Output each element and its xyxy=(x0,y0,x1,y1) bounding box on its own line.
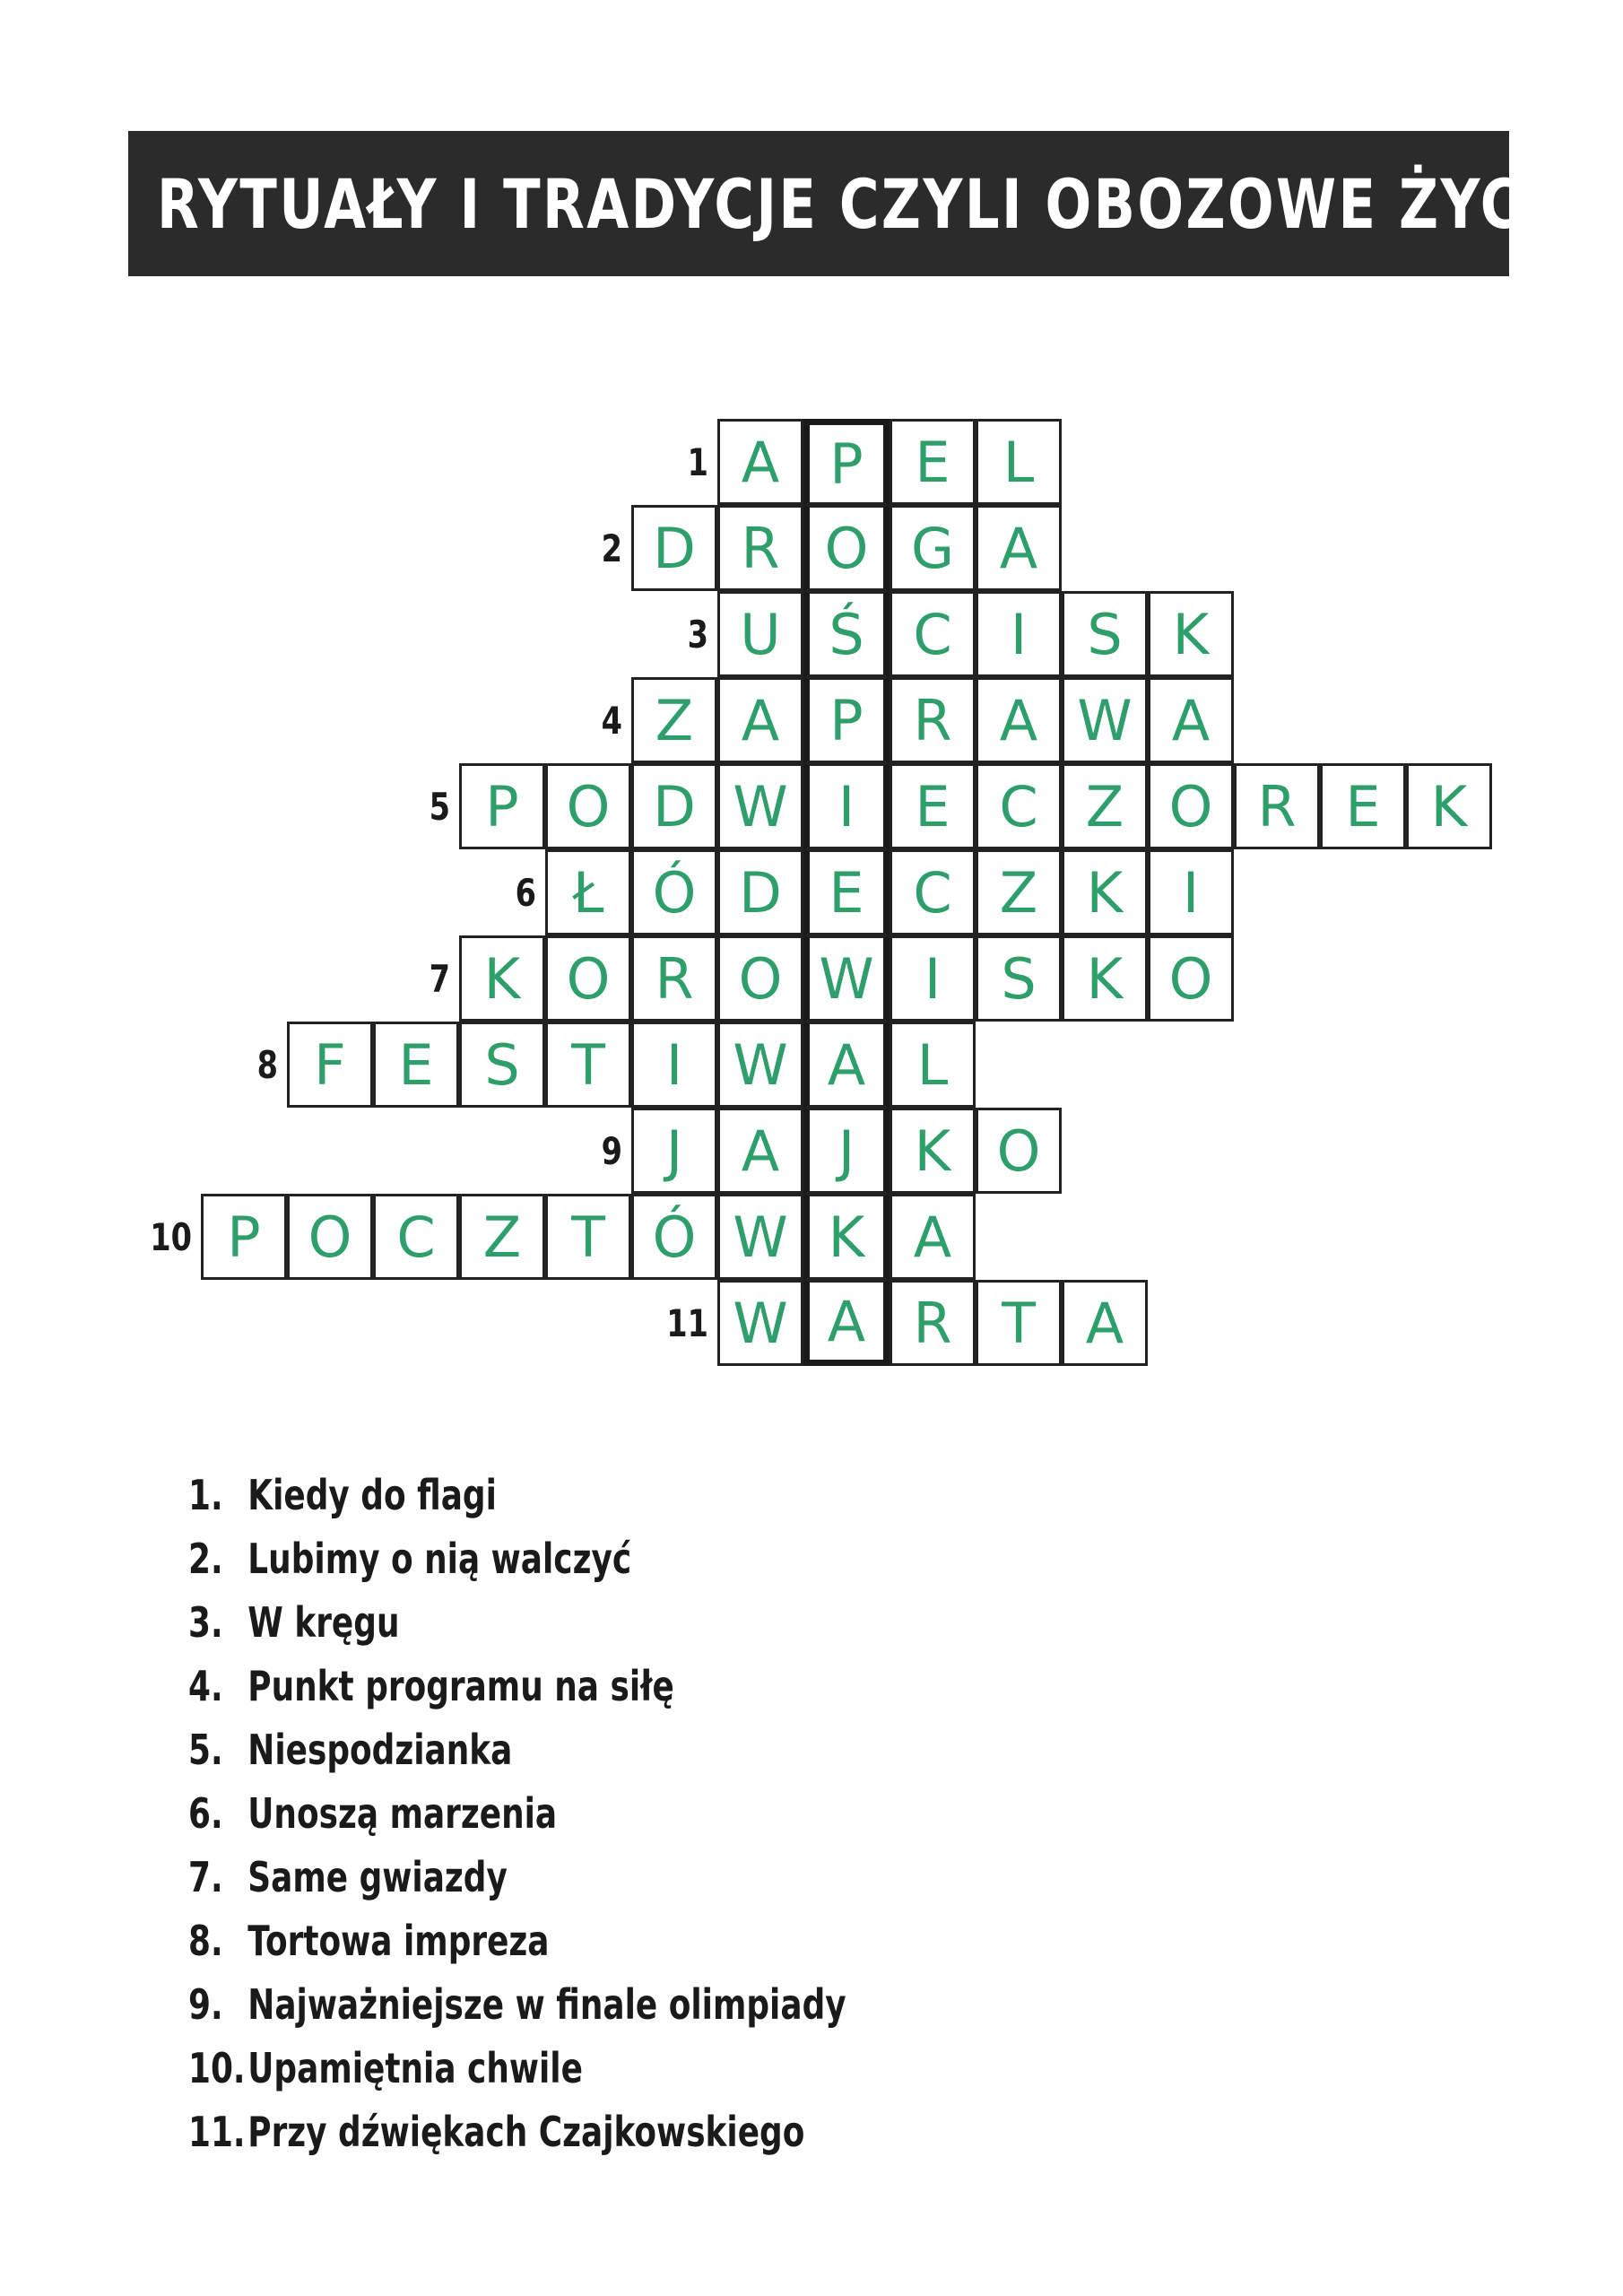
crossword-cell[interactable]: O xyxy=(545,763,631,849)
crossword-cell[interactable]: W xyxy=(717,1194,803,1280)
crossword-key-cell[interactable]: I xyxy=(803,763,890,849)
crossword-cell[interactable]: U xyxy=(717,591,803,677)
crossword-cell[interactable]: R xyxy=(717,505,803,591)
crossword-cell[interactable]: Ó xyxy=(631,1194,717,1280)
clue-text: Tortowa impreza xyxy=(247,1917,550,1965)
crossword-cell[interactable]: D xyxy=(631,505,717,591)
crossword-cell[interactable]: S xyxy=(976,935,1062,1022)
clue-number: 11. xyxy=(188,2108,246,2156)
crossword-cell[interactable]: A xyxy=(976,505,1062,591)
clue-list xyxy=(188,1471,1032,2171)
crossword-cell[interactable]: R xyxy=(631,935,717,1022)
row-number: 1 xyxy=(687,440,708,484)
crossword-cell[interactable]: E xyxy=(373,1022,459,1108)
crossword-cell[interactable]: D xyxy=(631,763,717,849)
clue-number: 5. xyxy=(188,1726,223,1774)
crossword-key-cell[interactable]: K xyxy=(803,1194,890,1280)
crossword-cell[interactable]: K xyxy=(1062,935,1148,1022)
crossword-cell[interactable]: I xyxy=(631,1022,717,1108)
crossword-cell[interactable]: R xyxy=(890,677,976,763)
crossword-cell[interactable]: Z xyxy=(976,849,1062,935)
row-number: 2 xyxy=(601,526,622,570)
clue-item xyxy=(188,2108,846,2171)
row-number: 8 xyxy=(256,1043,278,1087)
crossword-key-cell[interactable]: J xyxy=(803,1108,890,1194)
crossword-cell[interactable]: R xyxy=(1234,763,1320,849)
crossword-key-cell[interactable]: W xyxy=(803,935,890,1022)
clue-item xyxy=(188,1789,846,1853)
row-number: 9 xyxy=(601,1129,622,1173)
clue-item xyxy=(188,1917,846,1980)
crossword-cell[interactable]: P xyxy=(459,763,545,849)
crossword-cell[interactable]: C xyxy=(976,763,1062,849)
row-number: 7 xyxy=(429,957,450,1001)
crossword-cell[interactable]: F xyxy=(287,1022,373,1108)
crossword-cell[interactable]: A xyxy=(976,677,1062,763)
crossword-cell[interactable]: O xyxy=(287,1194,373,1280)
clue-item xyxy=(188,2044,846,2108)
crossword-key-cell[interactable]: Ś xyxy=(803,591,890,677)
crossword-cell[interactable]: G xyxy=(890,505,976,591)
clue-text: Same gwiazdy xyxy=(247,1853,508,1901)
row-number: 10 xyxy=(150,1215,192,1259)
crossword-cell[interactable]: W xyxy=(717,1280,803,1366)
clue-item xyxy=(188,1662,846,1726)
crossword-cell[interactable]: E xyxy=(890,419,976,505)
crossword-cell[interactable]: K xyxy=(1148,591,1234,677)
crossword-cell[interactable]: W xyxy=(1062,677,1148,763)
clue-text: Lubimy o nią walczyć xyxy=(247,1535,632,1583)
crossword-cell[interactable]: A xyxy=(717,419,803,505)
crossword-cell[interactable]: T xyxy=(545,1022,631,1108)
crossword-cell[interactable]: O xyxy=(976,1108,1062,1194)
clue-number: 4. xyxy=(188,1662,223,1710)
row-number: 5 xyxy=(429,785,450,829)
crossword-cell[interactable]: A xyxy=(890,1194,976,1280)
clue-text: Upamiętnia chwile xyxy=(247,2044,583,2092)
crossword-cell[interactable]: A xyxy=(717,677,803,763)
crossword-key-cell[interactable]: P xyxy=(803,419,890,505)
crossword-cell[interactable]: I xyxy=(1148,849,1234,935)
crossword-cell[interactable]: W xyxy=(717,1022,803,1108)
crossword-cell[interactable]: Z xyxy=(459,1194,545,1280)
clue-number: 6. xyxy=(188,1789,223,1838)
crossword-cell[interactable]: K xyxy=(1062,849,1148,935)
clue-text: W kręgu xyxy=(247,1598,400,1647)
crossword-cell[interactable]: R xyxy=(890,1280,976,1366)
clue-item xyxy=(188,1471,846,1535)
crossword-cell[interactable]: E xyxy=(890,763,976,849)
page-title: RYTUAŁY I TRADYCJE CZYLI OBOZOWE ŻYCIE xyxy=(157,163,1584,244)
crossword-cell[interactable]: T xyxy=(976,1280,1062,1366)
crossword-cell[interactable]: Ł xyxy=(545,849,631,935)
crossword-cell[interactable]: I xyxy=(890,935,976,1022)
crossword-cell[interactable]: Ó xyxy=(631,849,717,935)
crossword-cell[interactable]: O xyxy=(717,935,803,1022)
crossword-cell[interactable]: C xyxy=(890,591,976,677)
clue-number: 8. xyxy=(188,1917,223,1965)
row-number: 11 xyxy=(666,1301,708,1345)
crossword-cell[interactable]: C xyxy=(373,1194,459,1280)
crossword-cell[interactable]: E xyxy=(1320,763,1406,849)
crossword-cell[interactable]: L xyxy=(976,419,1062,505)
crossword-cell[interactable]: I xyxy=(976,591,1062,677)
crossword-cell[interactable]: K xyxy=(459,935,545,1022)
clue-text: Kiedy do flagi xyxy=(247,1471,497,1519)
crossword-cell[interactable]: D xyxy=(717,849,803,935)
clue-number: 2. xyxy=(188,1535,223,1583)
row-number: 4 xyxy=(601,699,622,743)
crossword-cell[interactable]: L xyxy=(890,1022,976,1108)
crossword-cell[interactable]: O xyxy=(1148,935,1234,1022)
clue-number: 7. xyxy=(188,1853,223,1901)
crossword-cell[interactable]: S xyxy=(459,1022,545,1108)
clue-text: Niespodzianka xyxy=(247,1726,513,1774)
clue-number: 9. xyxy=(188,1980,223,2029)
crossword-cell[interactable]: A xyxy=(1062,1280,1148,1366)
crossword-key-cell[interactable]: A xyxy=(803,1280,890,1366)
clue-item xyxy=(188,1535,846,1598)
clue-item xyxy=(188,1726,846,1789)
clue-text: Punkt programu na siłę xyxy=(247,1662,674,1710)
clue-number: 3. xyxy=(188,1598,223,1647)
crossword-cell[interactable]: O xyxy=(545,935,631,1022)
crossword-cell[interactable]: O xyxy=(1148,763,1234,849)
clue-number: 1. xyxy=(188,1471,223,1519)
clue-text: Przy dźwiękach Czajkowskiego xyxy=(247,2108,805,2156)
crossword-key-cell[interactable]: P xyxy=(803,677,890,763)
crossword-cell[interactable]: A xyxy=(717,1108,803,1194)
crossword-key-cell[interactable]: A xyxy=(803,1022,890,1108)
clue-text: Najważniejsze w finale olimpiady xyxy=(247,1980,846,2029)
crossword-cell[interactable]: C xyxy=(890,849,976,935)
crossword-cell[interactable]: K xyxy=(890,1108,976,1194)
row-number: 6 xyxy=(515,871,536,915)
row-number: 3 xyxy=(687,613,708,657)
crossword-cell[interactable]: P xyxy=(201,1194,287,1280)
crossword-cell[interactable]: A xyxy=(1148,677,1234,763)
crossword-key-cell[interactable]: O xyxy=(803,505,890,591)
clue-text: Unoszą marzenia xyxy=(247,1789,558,1838)
clue-number: 10. xyxy=(188,2044,246,2092)
crossword-cell[interactable]: K xyxy=(1406,763,1492,849)
clue-item xyxy=(188,1598,846,1662)
crossword-cell[interactable]: S xyxy=(1062,591,1148,677)
crossword-cell[interactable]: J xyxy=(631,1108,717,1194)
clue-item xyxy=(188,1853,846,1917)
crossword-cell[interactable]: Z xyxy=(631,677,717,763)
crossword-cell[interactable]: T xyxy=(545,1194,631,1280)
crossword-cell[interactable]: Z xyxy=(1062,763,1148,849)
crossword-key-cell[interactable]: E xyxy=(803,849,890,935)
clue-item xyxy=(188,1980,846,2044)
crossword-cell[interactable]: W xyxy=(717,763,803,849)
